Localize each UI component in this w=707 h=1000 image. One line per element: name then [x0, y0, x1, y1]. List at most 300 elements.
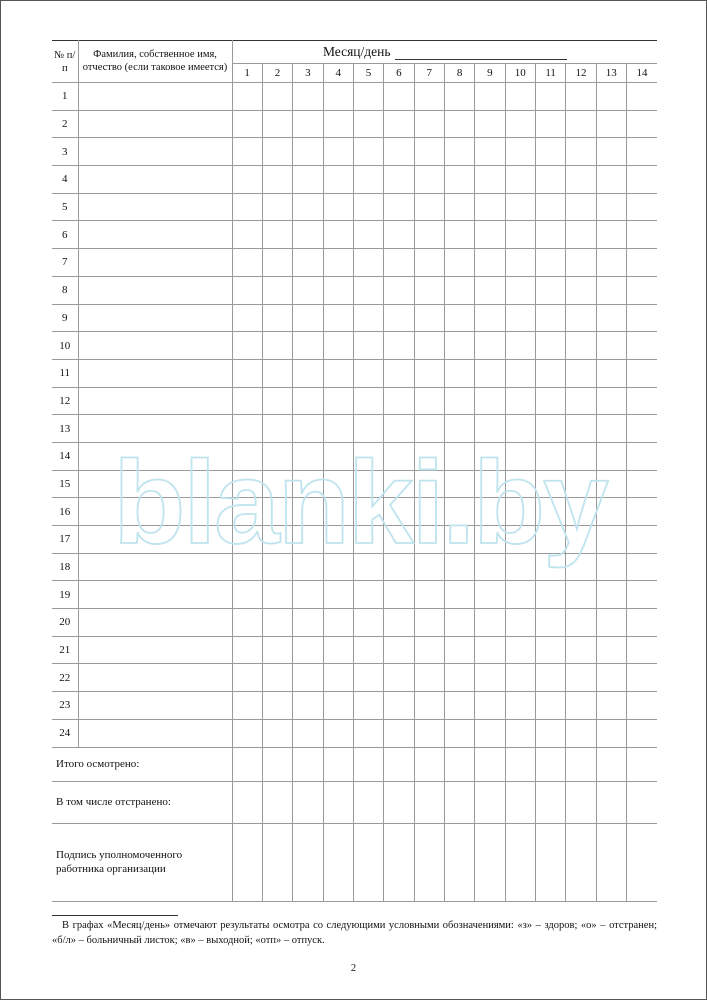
day-cell[interactable]	[535, 498, 565, 526]
day-cell[interactable]	[444, 249, 474, 277]
day-cell[interactable]	[475, 664, 505, 692]
day-cell[interactable]	[384, 193, 414, 221]
day-cell[interactable]	[475, 221, 505, 249]
day-cell[interactable]	[232, 553, 262, 581]
day-cell[interactable]	[293, 249, 323, 277]
name-cell[interactable]	[78, 609, 232, 637]
day-cell[interactable]	[444, 221, 474, 249]
day-cell[interactable]	[323, 249, 353, 277]
day-cell[interactable]	[444, 193, 474, 221]
day-cell[interactable]	[232, 276, 262, 304]
day-cell[interactable]	[475, 276, 505, 304]
day-cell[interactable]	[262, 110, 292, 138]
day-cell[interactable]	[414, 415, 444, 443]
day-cell[interactable]	[353, 553, 383, 581]
summary-day-cell[interactable]	[596, 823, 626, 901]
day-cell[interactable]	[566, 581, 596, 609]
day-cell[interactable]	[232, 442, 262, 470]
day-cell[interactable]	[475, 83, 505, 111]
day-cell[interactable]	[414, 166, 444, 194]
day-cell[interactable]	[323, 359, 353, 387]
day-cell[interactable]	[626, 83, 657, 111]
day-cell[interactable]	[384, 332, 414, 360]
day-cell[interactable]	[505, 553, 535, 581]
day-cell[interactable]	[596, 304, 626, 332]
day-cell[interactable]	[414, 387, 444, 415]
day-cell[interactable]	[505, 138, 535, 166]
day-cell[interactable]	[535, 276, 565, 304]
day-cell[interactable]	[566, 553, 596, 581]
day-cell[interactable]	[232, 719, 262, 747]
day-cell[interactable]	[505, 609, 535, 637]
day-cell[interactable]	[414, 581, 444, 609]
day-cell[interactable]	[626, 110, 657, 138]
summary-day-cell[interactable]	[353, 823, 383, 901]
name-cell[interactable]	[78, 664, 232, 692]
day-cell[interactable]	[293, 636, 323, 664]
summary-day-cell[interactable]	[262, 747, 292, 781]
day-cell[interactable]	[626, 304, 657, 332]
day-cell[interactable]	[384, 415, 414, 443]
day-cell[interactable]	[262, 692, 292, 720]
day-cell[interactable]	[262, 609, 292, 637]
day-cell[interactable]	[596, 249, 626, 277]
day-cell[interactable]	[293, 221, 323, 249]
day-cell[interactable]	[596, 498, 626, 526]
day-cell[interactable]	[262, 498, 292, 526]
summary-day-cell[interactable]	[596, 747, 626, 781]
day-cell[interactable]	[475, 609, 505, 637]
summary-day-cell[interactable]	[384, 781, 414, 823]
day-cell[interactable]	[596, 83, 626, 111]
day-cell[interactable]	[444, 138, 474, 166]
day-cell[interactable]	[232, 636, 262, 664]
day-cell[interactable]	[444, 719, 474, 747]
name-cell[interactable]	[78, 249, 232, 277]
day-cell[interactable]	[444, 526, 474, 554]
day-cell[interactable]	[566, 526, 596, 554]
day-cell[interactable]	[535, 304, 565, 332]
day-cell[interactable]	[535, 415, 565, 443]
day-cell[interactable]	[293, 193, 323, 221]
day-cell[interactable]	[353, 332, 383, 360]
day-cell[interactable]	[414, 498, 444, 526]
day-cell[interactable]	[384, 304, 414, 332]
day-cell[interactable]	[232, 526, 262, 554]
day-cell[interactable]	[566, 332, 596, 360]
day-cell[interactable]	[323, 692, 353, 720]
day-cell[interactable]	[323, 138, 353, 166]
day-cell[interactable]	[384, 387, 414, 415]
day-cell[interactable]	[444, 166, 474, 194]
day-cell[interactable]	[323, 110, 353, 138]
day-cell[interactable]	[232, 304, 262, 332]
name-cell[interactable]	[78, 304, 232, 332]
day-cell[interactable]	[293, 304, 323, 332]
day-cell[interactable]	[384, 110, 414, 138]
day-cell[interactable]	[262, 276, 292, 304]
day-cell[interactable]	[535, 221, 565, 249]
day-cell[interactable]	[353, 304, 383, 332]
day-cell[interactable]	[626, 415, 657, 443]
day-cell[interactable]	[566, 387, 596, 415]
day-cell[interactable]	[353, 609, 383, 637]
day-cell[interactable]	[444, 609, 474, 637]
summary-day-cell[interactable]	[505, 747, 535, 781]
day-cell[interactable]	[384, 138, 414, 166]
day-cell[interactable]	[323, 387, 353, 415]
day-cell[interactable]	[626, 498, 657, 526]
day-cell[interactable]	[535, 609, 565, 637]
day-cell[interactable]	[444, 636, 474, 664]
summary-day-cell[interactable]	[444, 823, 474, 901]
day-cell[interactable]	[414, 470, 444, 498]
day-cell[interactable]	[535, 442, 565, 470]
day-cell[interactable]	[505, 83, 535, 111]
day-cell[interactable]	[505, 193, 535, 221]
day-cell[interactable]	[626, 221, 657, 249]
day-cell[interactable]	[535, 581, 565, 609]
day-cell[interactable]	[293, 581, 323, 609]
day-cell[interactable]	[353, 138, 383, 166]
day-cell[interactable]	[505, 359, 535, 387]
day-cell[interactable]	[323, 526, 353, 554]
day-cell[interactable]	[566, 359, 596, 387]
day-cell[interactable]	[475, 415, 505, 443]
day-cell[interactable]	[535, 692, 565, 720]
day-cell[interactable]	[262, 442, 292, 470]
day-cell[interactable]	[505, 110, 535, 138]
day-cell[interactable]	[262, 83, 292, 111]
day-cell[interactable]	[566, 636, 596, 664]
summary-day-cell[interactable]	[232, 823, 262, 901]
day-cell[interactable]	[596, 138, 626, 166]
day-cell[interactable]	[505, 442, 535, 470]
summary-day-cell[interactable]	[262, 781, 292, 823]
day-cell[interactable]	[293, 83, 323, 111]
day-cell[interactable]	[566, 719, 596, 747]
day-cell[interactable]	[232, 332, 262, 360]
day-cell[interactable]	[414, 249, 444, 277]
day-cell[interactable]	[596, 526, 626, 554]
day-cell[interactable]	[232, 83, 262, 111]
day-cell[interactable]	[444, 498, 474, 526]
day-cell[interactable]	[626, 332, 657, 360]
day-cell[interactable]	[293, 692, 323, 720]
day-cell[interactable]	[444, 470, 474, 498]
day-cell[interactable]	[384, 166, 414, 194]
day-cell[interactable]	[566, 609, 596, 637]
day-cell[interactable]	[323, 442, 353, 470]
day-cell[interactable]	[626, 470, 657, 498]
day-cell[interactable]	[353, 387, 383, 415]
day-cell[interactable]	[535, 553, 565, 581]
day-cell[interactable]	[505, 249, 535, 277]
day-cell[interactable]	[596, 442, 626, 470]
day-cell[interactable]	[384, 276, 414, 304]
day-cell[interactable]	[626, 387, 657, 415]
day-cell[interactable]	[596, 193, 626, 221]
day-cell[interactable]	[626, 359, 657, 387]
summary-day-cell[interactable]	[444, 781, 474, 823]
day-cell[interactable]	[535, 636, 565, 664]
day-cell[interactable]	[384, 498, 414, 526]
day-cell[interactable]	[475, 470, 505, 498]
day-cell[interactable]	[323, 498, 353, 526]
day-cell[interactable]	[414, 692, 444, 720]
day-cell[interactable]	[566, 470, 596, 498]
day-cell[interactable]	[566, 249, 596, 277]
day-cell[interactable]	[444, 359, 474, 387]
summary-day-cell[interactable]	[353, 747, 383, 781]
name-cell[interactable]	[78, 359, 232, 387]
day-cell[interactable]	[384, 526, 414, 554]
day-cell[interactable]	[262, 332, 292, 360]
day-cell[interactable]	[505, 719, 535, 747]
day-cell[interactable]	[626, 526, 657, 554]
day-cell[interactable]	[232, 609, 262, 637]
day-cell[interactable]	[475, 636, 505, 664]
day-cell[interactable]	[566, 166, 596, 194]
day-cell[interactable]	[596, 581, 626, 609]
summary-day-cell[interactable]	[414, 781, 444, 823]
day-cell[interactable]	[444, 415, 474, 443]
day-cell[interactable]	[566, 415, 596, 443]
day-cell[interactable]	[293, 166, 323, 194]
day-cell[interactable]	[232, 110, 262, 138]
day-cell[interactable]	[414, 83, 444, 111]
name-cell[interactable]	[78, 719, 232, 747]
name-cell[interactable]	[78, 193, 232, 221]
day-cell[interactable]	[566, 221, 596, 249]
day-cell[interactable]	[566, 442, 596, 470]
day-cell[interactable]	[293, 332, 323, 360]
name-cell[interactable]	[78, 166, 232, 194]
day-cell[interactable]	[444, 276, 474, 304]
day-cell[interactable]	[535, 387, 565, 415]
name-cell[interactable]	[78, 442, 232, 470]
summary-day-cell[interactable]	[535, 747, 565, 781]
day-cell[interactable]	[535, 193, 565, 221]
day-cell[interactable]	[293, 498, 323, 526]
day-cell[interactable]	[262, 415, 292, 443]
day-cell[interactable]	[505, 166, 535, 194]
day-cell[interactable]	[626, 692, 657, 720]
name-cell[interactable]	[78, 387, 232, 415]
day-cell[interactable]	[353, 166, 383, 194]
day-cell[interactable]	[353, 581, 383, 609]
day-cell[interactable]	[475, 166, 505, 194]
day-cell[interactable]	[535, 83, 565, 111]
day-cell[interactable]	[293, 664, 323, 692]
day-cell[interactable]	[384, 719, 414, 747]
summary-day-cell[interactable]	[384, 823, 414, 901]
day-cell[interactable]	[353, 415, 383, 443]
day-cell[interactable]	[232, 138, 262, 166]
day-cell[interactable]	[232, 415, 262, 443]
day-cell[interactable]	[323, 415, 353, 443]
summary-day-cell[interactable]	[414, 747, 444, 781]
day-cell[interactable]	[596, 359, 626, 387]
name-cell[interactable]	[78, 470, 232, 498]
day-cell[interactable]	[384, 692, 414, 720]
summary-day-cell[interactable]	[323, 781, 353, 823]
day-cell[interactable]	[384, 442, 414, 470]
summary-day-cell[interactable]	[293, 823, 323, 901]
summary-day-cell[interactable]	[626, 823, 657, 901]
day-cell[interactable]	[353, 359, 383, 387]
day-cell[interactable]	[353, 692, 383, 720]
day-cell[interactable]	[353, 249, 383, 277]
summary-day-cell[interactable]	[626, 781, 657, 823]
day-cell[interactable]	[535, 332, 565, 360]
summary-day-cell[interactable]	[262, 823, 292, 901]
day-cell[interactable]	[505, 304, 535, 332]
day-cell[interactable]	[232, 193, 262, 221]
day-cell[interactable]	[323, 581, 353, 609]
day-cell[interactable]	[293, 719, 323, 747]
summary-day-cell[interactable]	[384, 747, 414, 781]
day-cell[interactable]	[293, 387, 323, 415]
day-cell[interactable]	[444, 664, 474, 692]
day-cell[interactable]	[596, 332, 626, 360]
day-cell[interactable]	[475, 110, 505, 138]
day-cell[interactable]	[444, 304, 474, 332]
day-cell[interactable]	[293, 553, 323, 581]
day-cell[interactable]	[475, 442, 505, 470]
day-cell[interactable]	[414, 304, 444, 332]
day-cell[interactable]	[535, 664, 565, 692]
day-cell[interactable]	[384, 581, 414, 609]
day-cell[interactable]	[566, 664, 596, 692]
day-cell[interactable]	[505, 387, 535, 415]
day-cell[interactable]	[505, 276, 535, 304]
day-cell[interactable]	[262, 719, 292, 747]
day-cell[interactable]	[323, 719, 353, 747]
day-cell[interactable]	[384, 553, 414, 581]
day-cell[interactable]	[262, 470, 292, 498]
day-cell[interactable]	[353, 110, 383, 138]
summary-day-cell[interactable]	[444, 747, 474, 781]
name-cell[interactable]	[78, 498, 232, 526]
day-cell[interactable]	[353, 470, 383, 498]
day-cell[interactable]	[262, 138, 292, 166]
day-cell[interactable]	[596, 719, 626, 747]
day-cell[interactable]	[293, 442, 323, 470]
day-cell[interactable]	[535, 110, 565, 138]
summary-day-cell[interactable]	[293, 747, 323, 781]
day-cell[interactable]	[414, 359, 444, 387]
day-cell[interactable]	[566, 498, 596, 526]
day-cell[interactable]	[596, 553, 626, 581]
summary-day-cell[interactable]	[505, 781, 535, 823]
day-cell[interactable]	[353, 276, 383, 304]
day-cell[interactable]	[626, 276, 657, 304]
day-cell[interactable]	[232, 581, 262, 609]
name-cell[interactable]	[78, 692, 232, 720]
day-cell[interactable]	[505, 221, 535, 249]
day-cell[interactable]	[323, 332, 353, 360]
day-cell[interactable]	[323, 276, 353, 304]
day-cell[interactable]	[414, 332, 444, 360]
day-cell[interactable]	[262, 166, 292, 194]
day-cell[interactable]	[475, 553, 505, 581]
day-cell[interactable]	[626, 664, 657, 692]
day-cell[interactable]	[626, 636, 657, 664]
day-cell[interactable]	[353, 193, 383, 221]
day-cell[interactable]	[475, 526, 505, 554]
day-cell[interactable]	[414, 442, 444, 470]
day-cell[interactable]	[414, 526, 444, 554]
day-cell[interactable]	[626, 609, 657, 637]
day-cell[interactable]	[293, 110, 323, 138]
day-cell[interactable]	[414, 719, 444, 747]
day-cell[interactable]	[626, 553, 657, 581]
day-cell[interactable]	[232, 221, 262, 249]
day-cell[interactable]	[596, 664, 626, 692]
name-cell[interactable]	[78, 276, 232, 304]
day-cell[interactable]	[323, 304, 353, 332]
day-cell[interactable]	[232, 387, 262, 415]
day-cell[interactable]	[232, 166, 262, 194]
name-cell[interactable]	[78, 581, 232, 609]
day-cell[interactable]	[475, 498, 505, 526]
name-cell[interactable]	[78, 83, 232, 111]
day-cell[interactable]	[596, 415, 626, 443]
summary-day-cell[interactable]	[232, 781, 262, 823]
day-cell[interactable]	[596, 609, 626, 637]
day-cell[interactable]	[535, 719, 565, 747]
name-cell[interactable]	[78, 138, 232, 166]
day-cell[interactable]	[262, 221, 292, 249]
day-cell[interactable]	[626, 442, 657, 470]
day-cell[interactable]	[596, 221, 626, 249]
day-cell[interactable]	[384, 249, 414, 277]
day-cell[interactable]	[353, 83, 383, 111]
day-cell[interactable]	[505, 498, 535, 526]
summary-day-cell[interactable]	[535, 823, 565, 901]
day-cell[interactable]	[262, 636, 292, 664]
day-cell[interactable]	[566, 304, 596, 332]
summary-day-cell[interactable]	[626, 747, 657, 781]
name-cell[interactable]	[78, 526, 232, 554]
day-cell[interactable]	[323, 609, 353, 637]
day-cell[interactable]	[444, 692, 474, 720]
day-cell[interactable]	[444, 442, 474, 470]
day-cell[interactable]	[475, 581, 505, 609]
day-cell[interactable]	[535, 138, 565, 166]
summary-day-cell[interactable]	[566, 747, 596, 781]
day-cell[interactable]	[535, 359, 565, 387]
day-cell[interactable]	[475, 359, 505, 387]
day-cell[interactable]	[262, 526, 292, 554]
day-cell[interactable]	[596, 636, 626, 664]
day-cell[interactable]	[626, 581, 657, 609]
day-cell[interactable]	[323, 221, 353, 249]
day-cell[interactable]	[626, 138, 657, 166]
day-cell[interactable]	[444, 332, 474, 360]
day-cell[interactable]	[232, 664, 262, 692]
day-cell[interactable]	[353, 719, 383, 747]
summary-day-cell[interactable]	[505, 823, 535, 901]
day-cell[interactable]	[475, 719, 505, 747]
day-cell[interactable]	[293, 526, 323, 554]
name-cell[interactable]	[78, 553, 232, 581]
day-cell[interactable]	[566, 692, 596, 720]
day-cell[interactable]	[414, 276, 444, 304]
day-cell[interactable]	[475, 304, 505, 332]
day-cell[interactable]	[475, 692, 505, 720]
